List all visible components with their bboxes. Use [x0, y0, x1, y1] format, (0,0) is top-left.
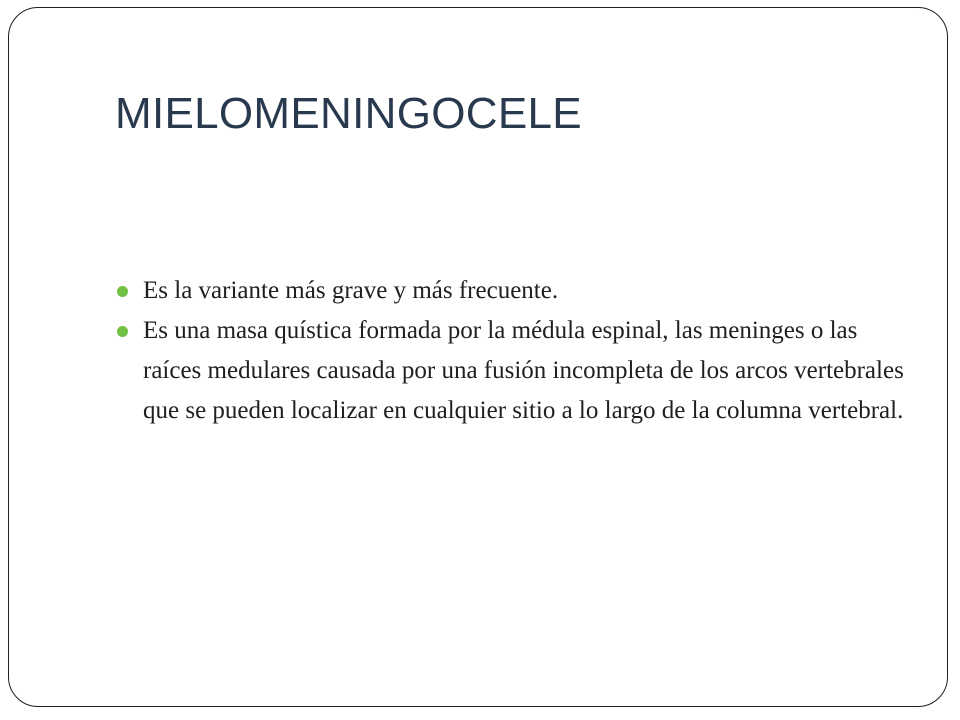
slide-title: MIELOMENINGOCELE — [115, 89, 582, 138]
bullet-dot-icon — [117, 326, 128, 337]
bullet-dot-icon — [117, 286, 128, 297]
slide-frame — [8, 7, 948, 707]
bullet-list — [115, 271, 905, 431]
bullet-text: Es una masa quística formada por la médula espinal, las meninges o las raíces medulares causada por una fusión incompleta de los arcos vertebrales que se pueden localizar en cualquier sitio a lo largo de la columna vertebral. — [143, 317, 904, 424]
bullet-text: Es la variante más grave y más frecuente. — [143, 277, 559, 304]
bullet-item — [115, 311, 905, 431]
bullet-item — [115, 271, 905, 311]
